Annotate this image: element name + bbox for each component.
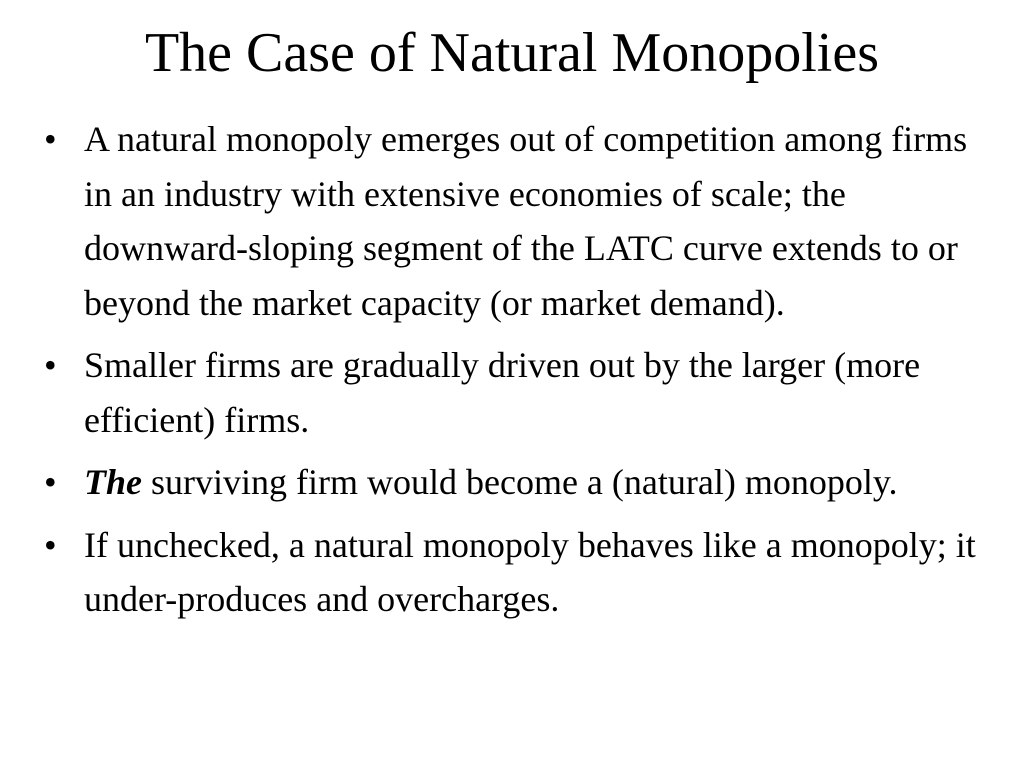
bullet-item (44, 518, 1004, 627)
bullet-item (44, 112, 1004, 330)
bullet-text: If unchecked, a natural monopoly behaves like a monopoly; it under-produces and overcharges. (84, 524, 976, 619)
bullet-item (44, 455, 1004, 510)
slide-title: The Case of Natural Monopolies (144, 22, 880, 84)
bullet-icon: • (44, 345, 57, 385)
bullet-text-rest: surviving firm would become a (natural) monopoly. (142, 462, 898, 502)
bullet-icon: • (44, 462, 57, 502)
bullet-icon: • (44, 524, 57, 565)
bullet-icon: • (44, 119, 57, 159)
bullet-text (84, 462, 898, 502)
bullet-text: Smaller firms are gradually driven out by the larger (more efficient) firms. (84, 345, 921, 440)
bullet-text: A natural monopoly emerges out of competition among firms in an industry with extensive economies of scale; the downward-sloping segment of the LATC curve extends to or beyond the market capacity (or market demand). (84, 119, 968, 323)
bullet-list (44, 112, 1004, 635)
emphasis-text: The (84, 462, 142, 502)
bullet-item (44, 338, 1004, 447)
